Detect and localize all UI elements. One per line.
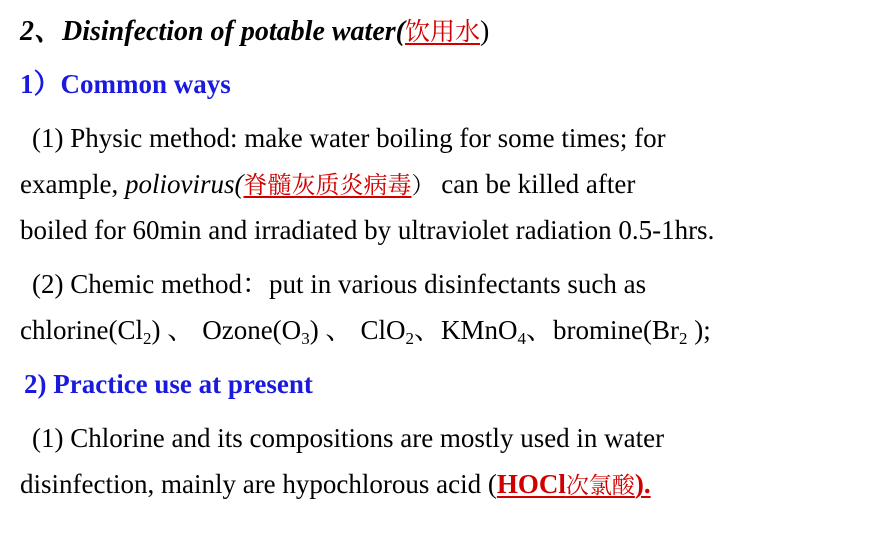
poliovirus-chinese: 脊髓灰质炎病毒 [243,171,412,199]
clo2-formula: ClO$_2$、 [360,315,441,348]
s1-item1-line2-rest: can be killed after [434,169,636,199]
s1-item2-line1: (2) Chemic method：put in various disinfectants such as [32,269,647,299]
hocl-formula: HOCl次氯酸). [496,469,651,499]
title-chinese: 饮用水 [404,17,480,46]
section2-heading: 2) Practice use at present [24,369,313,399]
chlorine-formula: $chlorine(Cl_2)$ 、 [20,315,195,348]
section1-heading: 1）Common ways [20,69,231,99]
s1-item1-line1: (1) Physic method: make water boiling for some times; for [32,123,666,153]
s2-item1-line1: (1) Chlorine and its compositions are mostly used in water [32,423,665,453]
slide-title [20,16,489,48]
ozone-formula: $Ozone(O_3)$ 、 [202,315,353,348]
s1-item1-line2-text: example, [20,169,125,199]
poliovirus-term: poliovirus [124,169,235,199]
title-text: 2、Disinfection of potable water( [20,16,405,47]
s1-item2-line2 [20,314,711,346]
paren-close: ） [411,173,435,199]
s1-item1-line3: boiled for 60min and irradiated by ultraviolet radiation 0.5-1hrs. [20,215,715,245]
bromine-formula: $bromine(Br_2$ ); [552,315,711,348]
title-suffix: ) [480,16,490,47]
s2-item1-line2-text: disinfection, mainly are hypochlorous acid ( [20,469,497,499]
s2-item1-line2 [20,468,651,502]
s1-item1-line2 [20,168,635,202]
kmno4-formula: KMnO$_4$、 [440,315,553,348]
paren-open: ( [234,169,244,199]
